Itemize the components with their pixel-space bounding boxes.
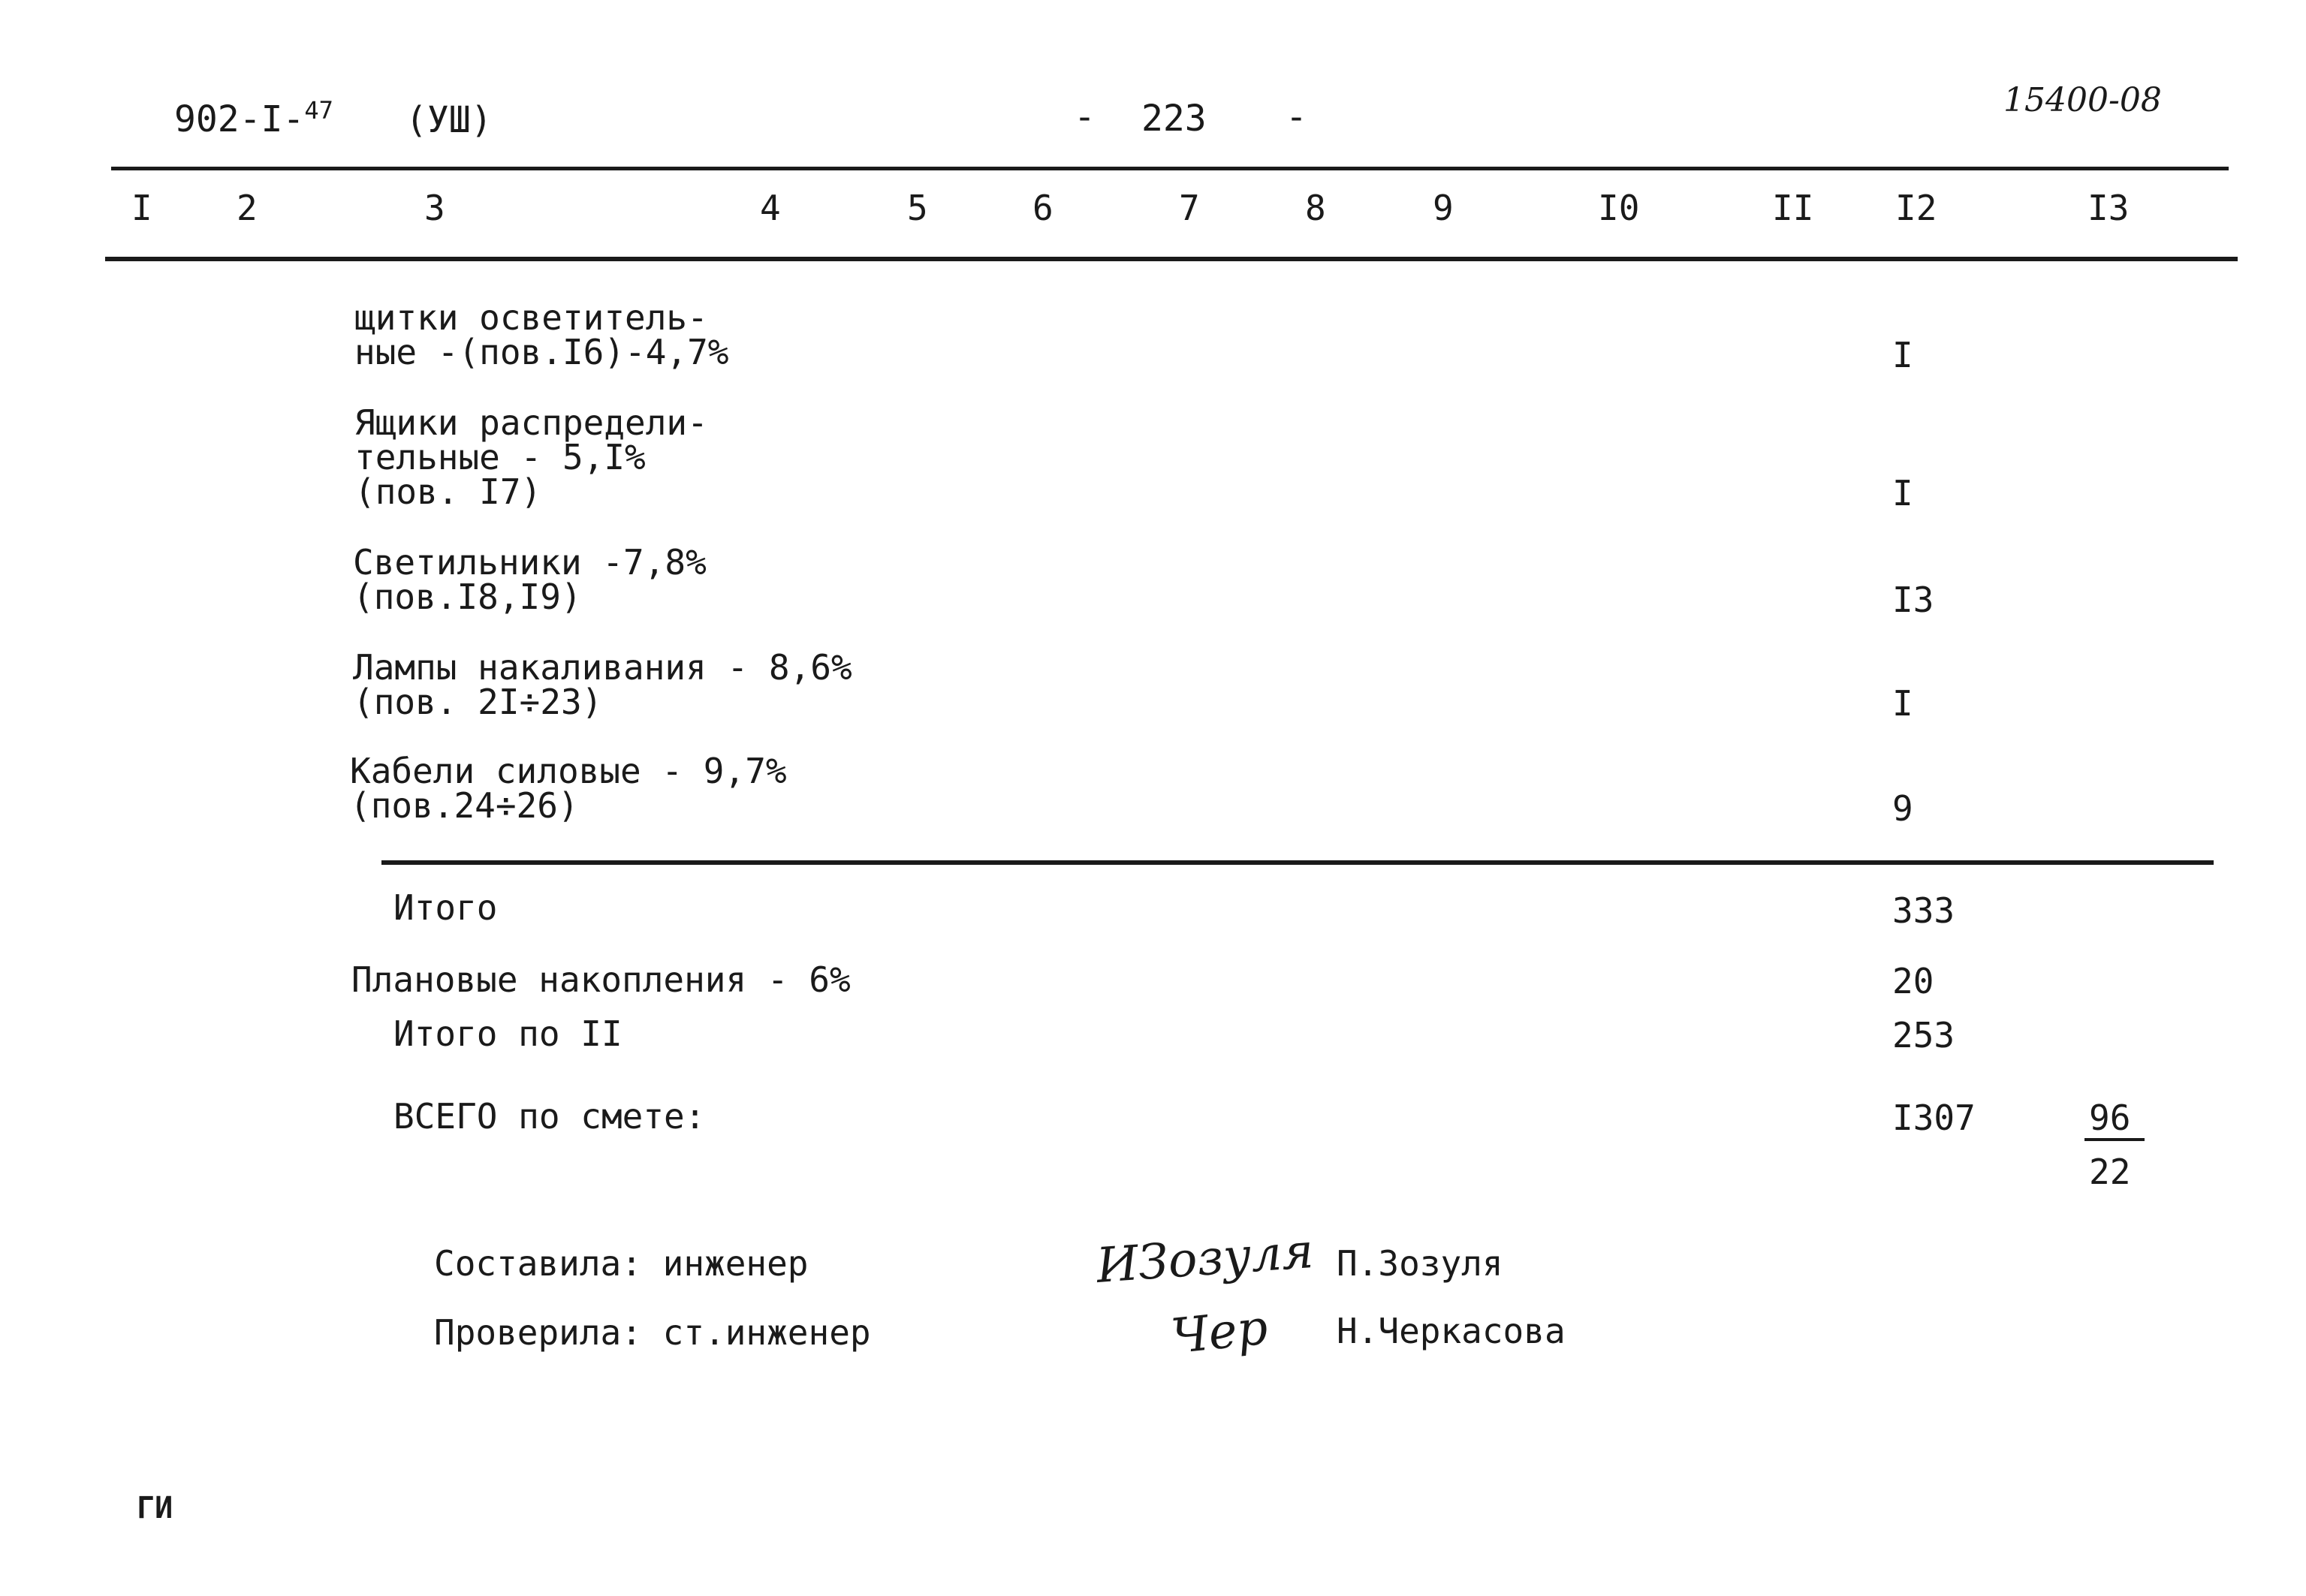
column-header: I [131,188,152,228]
column-header: 6 [1032,188,1054,228]
table-row: Светильники -7,8% (пов.I8,I9) [353,542,707,617]
table-row: Ящики распредели- тельные - 5,I% (пов. I7) [354,402,708,512]
table-row: щитки осветитель- ные -(пов.I6)-4,7% [354,297,729,372]
grand-total-kopecks-top: 96 [2089,1098,2131,1138]
column-header: 4 [760,188,781,228]
page-dash-left: - [1074,96,1096,138]
column-header: I2 [1895,188,1937,228]
row-value: I [1892,335,1913,375]
grand-total-value: I307 [1892,1098,1976,1138]
compiled-by-name: П.Зозуля [1337,1243,1503,1284]
compiled-signature: ИЗозуля [1094,1223,1316,1295]
total-label: Плановые накопления - 6% [351,959,851,1000]
compiled-by-label: Составила: инженер [434,1243,809,1284]
total-label: Итого [393,887,498,928]
column-header: I3 [2087,188,2130,228]
row-value: I [1892,473,1913,513]
row-value: 9 [1892,788,1913,829]
total-value: 253 [1892,1015,1955,1055]
column-header: 3 [424,188,445,228]
footer-mark: ГИ [137,1491,173,1525]
project-code: 902-I-$^{47}$ [174,96,333,140]
row-value: I3 [1892,580,1934,620]
series-label: (УШ) [405,99,493,141]
checked-by-name: Н.Черкасова [1337,1311,1566,1351]
column-header: 5 [907,188,928,228]
document-number: 15400-08 [2003,81,2162,119]
page-dash-right: - [1286,96,1307,138]
column-header: 9 [1433,188,1454,228]
grand-total-kopecks-bottom: 22 [2089,1152,2131,1192]
column-header: 7 [1179,188,1200,228]
total-value: 20 [1892,961,1934,1001]
column-header: 8 [1305,188,1326,228]
total-label: Итого по II [393,1013,622,1054]
grand-total-label: ВСЕГО по смете: [393,1096,706,1137]
checked-by-label: Проверила: ст.инженер [434,1312,871,1353]
header-rule [105,257,2238,261]
row-value: I [1892,683,1913,724]
column-header: 2 [237,188,258,228]
checked-signature: Чер [1168,1299,1271,1366]
column-header: II [1772,188,1814,228]
fraction-bar [2084,1138,2145,1141]
column-header: I0 [1598,188,1640,228]
top-rule [111,167,2229,170]
table-row: Кабели силовые - 9,7% (пов.24÷26) [350,751,787,826]
table-row: Лампы накаливания - 8,6% (пов. 2I÷23) [353,647,852,722]
page-number: 223 [1141,98,1207,140]
total-value: 333 [1892,890,1955,931]
totals-rule [381,860,2214,865]
